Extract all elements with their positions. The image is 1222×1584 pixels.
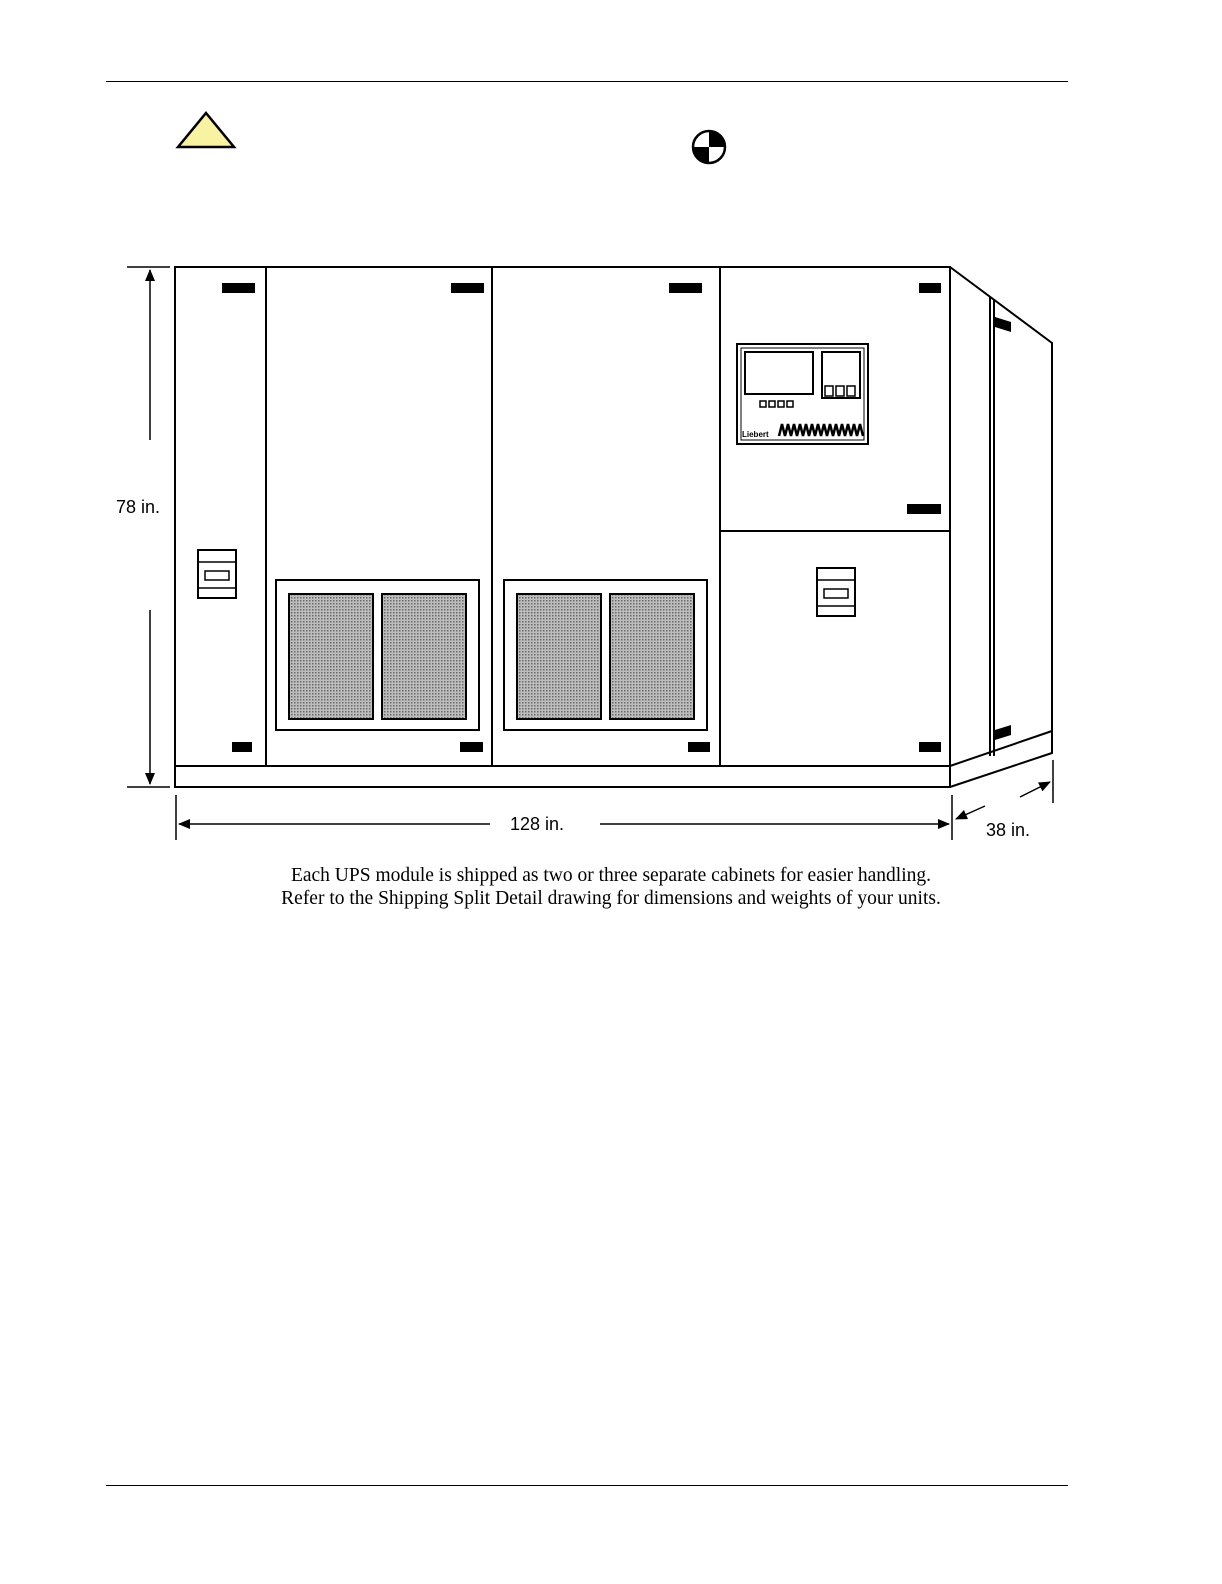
height-dimension-label: 78 in. [116,497,161,517]
caption-line-1: Each UPS module is shipped as two or three separate cabinets for easier handling. [290,865,932,886]
depth-dimension-label: 38 in. [986,820,1031,840]
footer-rule [106,1485,1068,1486]
caption-line-2: Refer to the Shipping Split Detail drawing for dimensions and weights of your units. [281,888,941,909]
width-dimension-label: 128 in. [510,814,565,834]
figure-caption [0,864,1222,910]
brand-label: Liebert [742,430,769,439]
